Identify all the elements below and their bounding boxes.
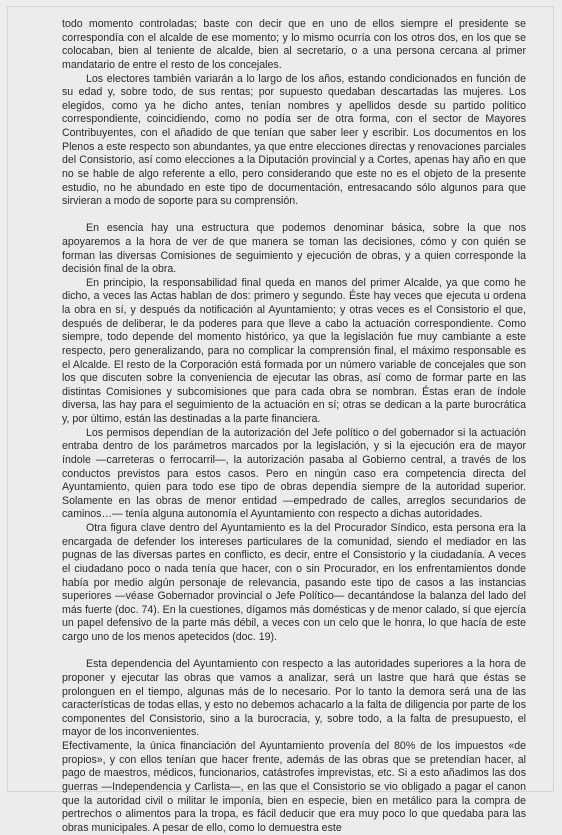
paragraph-1: todo momento controladas; baste con decir que en uno de ellos siempre el presidente se correspondía con el alcalde de ese momento; y lo mismo ocurría con los otros dos, en los que se colocaban, bien al teniente de alcalde, bien al secretario, o a una persona cercana al primer mandatario de entre el resto de los concejales.	[62, 18, 526, 71]
paragraph-8: Efectivamente, la única financiación del Ayuntamiento provenía del 80% de los impuestos «de propios», y con ellos tenían que hacer frente, además de las obras que se pretendían hacer, al pago de maestros, médicos, funcionarios, catástrofes imprevistas, etc. Si a esto añadimos las dos guerras —Independencia y Carlista—, en las que el Consistorio se vio obligado a pagar el canon que la autoridad civil o militar le imponía, bien en especie, bien en metálico para la compra de pertrechos o alimentos para la tropa, es fácil deducir que era muy poco lo que quedaba para las obras municipales. A pesar de ello, como lo demuestra este	[62, 740, 526, 834]
paragraph-2: Los electores también variarán a lo largo de los años, estando condicionados en función de su edad y, sobre todo, de sus rentas; por supuesto quedaban descartadas las mujeres. Los elegidos, como ya he dicho antes, tenían nombres y apellidos desde su partido político correspondiente, coincidiendo, como no podía ser de otra forma, con el sector de Mayores Contribuyentes, con el añadido de que tenían que saber leer y escribir. Los documentos en los Plenos a este respecto son abundantes, ya que entre elecciones directas y renovaciones parciales del Consistorio, así como elecciones a la Diputación provincial y a Cortes, apenas hay año en que no se hable de algo referente a ello, pero considerando que este no es el objeto de la presente estudio, no he abundado en este tipo de documentación, entresacando sólo algunos para que sirvieran a modo de soporte para su comprensión.	[62, 72, 526, 208]
paragraph-3: En esencia hay una estructura que podemos denominar básica, sobre la que nos apoyaremos a la hora de ver de que manera se toman las decisiones, cómo y con quién se forman las diversas Comisiones de seguimiento y ejecución de obras, y a quien corresponde la decisión final de la obra.	[62, 222, 526, 276]
paragraph-7: Esta dependencia del Ayuntamiento con respecto a las autoridades superiores a la hora de proponer y ejecutar las obras que vamos a analizar, será un lastre que hará que éstas se prolonguen en el tiempo, algunas más de lo necesario. Por lo tanto la demora será una de las características de todas ellas, y esto no debemos achacarlo a la falta de diligencia por parte de los componentes del Consistorio, sino a la burocracia, y, sobre todo, a la falta de presupuesto, el mayor de los inconvenientes.	[62, 658, 526, 739]
document-page	[7, 6, 554, 834]
paragraph-6: Otra figura clave dentro del Ayuntamiento es la del Procurador Síndico, esta persona era la encargada de defender los intereses particulares de la comunidad, siendo el mediador en las pugnas de las diversas partes en conflicto, es decir, entre el Consistorio y la ciudadanía. A veces el ciudadano poco o nada tenía que hacer, con o sin Procurador, en los enfrentamientos donde había por medio algún personaje de relevancia, pasando este tipo de casos a las instancias superiores —véase Gobernador provincial o Jefe Político— decantándose la balanza del lado del más fuerte (doc. 74). En la cuestiones, dígamos más domésticas y de menor calado, sí que ejercía un papel defensivo de la parte más débil, a veces con un celo que le honra, lo que hacía de este cargo uno de los menos apetecidos (doc. 19).	[62, 522, 526, 644]
paragraph-4: En principio, la responsabilidad final queda en manos del primer Alcalde, ya que como he dicho, a veces las Actas hablan de dos: primero y segundo. Éste hay veces que ejecuta u ordena la obra en sí, y después da notificación al Ayuntamiento; y otras veces es el Consistorio el que, después de deliberar, le da poderes para que lleve a cabo la actuación correspondiente. Como siempre, todo depende del momento histórico, ya que la legislación fue muy cambiante a este respecto, pero generalizando, para no complicar la comprensión final, el máximo responsable es el Alcalde. El resto de la Corporación está formada por un número variable de concejales que son los que discuten sobre la conveniencia de ejecutar las obras, así como de formar parte en las distintas Comisiones y subcomisiones que para cada obra se nombran. Éstas eran de índole diversa, las hay para el seguimiento de la actuación en sí; otras se dedican a la parte burocrática y, por último, están las destinadas a la parte financiera.	[62, 276, 526, 426]
document-body	[62, 18, 526, 835]
paragraph-5: Los permisos dependían de la autorización del Jefe político o del gobernador si la actuación entraba dentro de los parámetros marcados por la legislación, y si la ejecución era de mayor índole —carreteras o ferrocarril—, la autorización pasaba al Gobierno central, a través de los conductos previstos para estos casos. Pero en ningún caso era competencia directa del Ayuntamiento, quien para todo ese tipo de obras dependía siempre de la autoridad superior. Solamente en las obras de menor entidad —empedrado de calles, arreglos secundarios de caminos…— tenía alguna autonomía el Ayuntamiento con respecto a dichas autoridades.	[62, 426, 526, 521]
